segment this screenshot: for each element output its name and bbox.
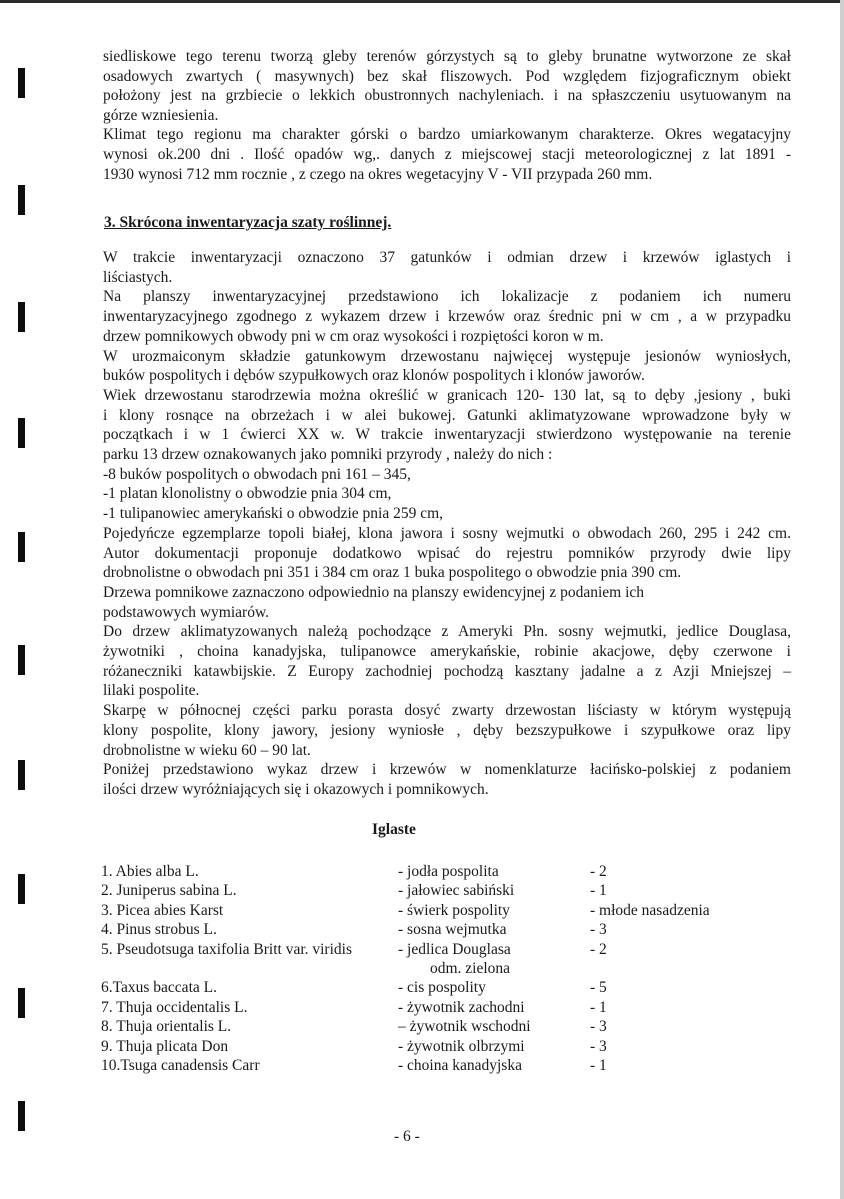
binding-mark xyxy=(18,1101,25,1131)
text-line: różaneczniki katawbijskie. Z Europy zachodniej pochodzą kasztany jadalne a z Azji Mniejszej – xyxy=(103,662,791,680)
text-line: -1 platan klonolistny o obwodzie pnia 304 cm, xyxy=(103,485,392,503)
species-row xyxy=(0,1056,844,1075)
species-row xyxy=(0,881,844,900)
page-number: - 6 - xyxy=(394,1128,420,1145)
binding-mark xyxy=(18,760,25,790)
text-line: i klony rosnące na obrzeżach i w alei bukowej. Gatunki aklimatyzowane wprowadzone były w xyxy=(103,406,791,424)
species-count: - 5 xyxy=(590,979,607,997)
species-count: - 3 xyxy=(590,1037,607,1055)
text-line: -8 buków pospolitych o obwodach pni 161 – 345, xyxy=(103,465,411,483)
species-polish-name: - choina kanadyjska xyxy=(398,1057,522,1074)
species-count: - 3 xyxy=(590,921,607,939)
species-row xyxy=(0,1017,844,1036)
binding-mark xyxy=(18,68,25,98)
text-line: Na planszy inwentaryzacyjnej przedstawiono ich lokalizacje z podaniem ich numeru xyxy=(103,288,791,306)
text-line: żywotniki , choina kanadyjska, tulipanowce amerykańskie, robinie akacjowe, dęby czerwone i xyxy=(103,643,791,660)
binding-mark xyxy=(18,185,25,215)
text-line: Do drzew aklimatyzowanych należą pochodzące z Ameryki Płn. sosny wejmutki, jedlice Douglasa, xyxy=(103,623,791,641)
species-latin-name: 2. Juniperus sabina L. xyxy=(101,882,237,900)
species-latin-name: 9. Thuja plicata Don xyxy=(101,1037,229,1055)
species-polish-name: - jałowiec sabiński xyxy=(398,882,515,900)
species-row xyxy=(0,862,844,881)
species-count: - 1 xyxy=(590,998,607,1016)
text-line: Autor dokumentacji proponuje dodatkowo wpisać do rejestru pomników przyrody dwie lipy xyxy=(103,544,791,562)
species-count: - 1 xyxy=(590,1057,607,1074)
species-count: - 3 xyxy=(590,1018,607,1036)
text-line: Skarpę w północnej części parku porasta dosyć zwarty drzewostan liściasty w którym występują xyxy=(103,702,791,720)
text-line: W trakcie inwentaryzacji oznaczono 37 gatunków i odmian drzew i krzewów iglastych i xyxy=(103,249,791,266)
species-latin-name: 8. Thuja orientalis L. xyxy=(101,1018,232,1036)
text-line: wynosi ok.200 dni . Ilość opadów wg,. danych z miejscowej stacji meteorologicznej z lat 1891 - xyxy=(103,146,791,163)
binding-mark xyxy=(18,532,25,562)
text-line: drobnolistne w wieku 60 – 90 lat. xyxy=(103,741,311,759)
species-polish-name: - jedlica Douglasa xyxy=(398,940,511,958)
species-count: - młode nasadzenia xyxy=(590,901,710,919)
species-polish-name: odm. zielona xyxy=(430,960,511,977)
text-line: Drzewa pomnikowe zaznaczono odpowiednio na planszy ewidencyjnej z podaniem ich xyxy=(103,583,645,601)
species-latin-name: 10.Tsuga canadensis Carr xyxy=(101,1057,260,1074)
text-line: -1 tulipanowiec amerykański o obwodzie pnia 259 cm, xyxy=(103,505,444,523)
scan-top-border xyxy=(0,0,844,3)
text-line: W urozmaiconym składzie gatunkowym drzewostanu najwięcej występuje jesionów wyniosłych, xyxy=(103,347,791,365)
species-polish-name: – żywotnik wschodni xyxy=(398,1018,531,1036)
text-line: parku 13 drzew oznakowanych jako pomniki przyrody , należy do nich : xyxy=(103,446,553,463)
binding-mark xyxy=(18,645,25,675)
text-line: 1930 wynosi 712 mm rocznie , z czego na okres wegetacyjny V - VII przypada 260 mm. xyxy=(103,165,653,183)
text-line: Pojedyńcze egzemplarze topoli białej, klona jawora i sosny wejmutki o obwodach 260, 295 i 242 cm. xyxy=(103,524,791,542)
species-polish-name: - sosna wejmutka xyxy=(398,921,507,939)
text-line: inwentaryzacyjnego zgodnego z wykazem drzew i krzewów oraz średnic pni w cm , a w przypadku xyxy=(103,308,791,326)
species-row xyxy=(0,998,844,1017)
species-polish-name: - żywotnik zachodni xyxy=(398,998,525,1016)
species-latin-name: 6.Taxus baccata L. xyxy=(101,979,217,997)
species-row xyxy=(0,940,844,959)
text-line: siedliskowe tego terenu tworzą gleby terenów górzystych są to gleby brunatne wytworzone ze skał xyxy=(103,48,791,65)
species-row xyxy=(0,920,844,939)
text-line: Wiek drzewostanu starodrzewia można określić w granicach 120- 130 lat, są to dęby ,jesiony , buki xyxy=(103,386,791,404)
species-latin-name: 1. Abies alba L. xyxy=(101,863,199,880)
text-line: Klimat tego regionu ma charakter górski o bardzo umiarkowanym charakterze. Okres wegatacyjny xyxy=(103,126,791,144)
species-count: - 1 xyxy=(590,882,607,900)
text-line: klony pospolite, klony jawory, jesiony wyniosłe , dęby bezszypułkowe i szypułkowe oraz lipy xyxy=(103,721,791,739)
species-row xyxy=(0,978,844,997)
text-line: osadowych zwartych ( masywnych) bez skał fliszowych. Pod względem fizjograficznym obiekt xyxy=(103,67,791,85)
species-row xyxy=(0,959,844,978)
text-line: drzew pomnikowych obwody pni w cm oraz wysokości i rozpiętości koron w m. xyxy=(103,327,604,345)
species-polish-name: - świerk pospolity xyxy=(398,901,510,919)
species-count: - 2 xyxy=(590,940,607,958)
text-line: ilości drzew wyróżniających się i okazowych i pomnikowych. xyxy=(103,780,489,798)
species-polish-name: - cis pospolity xyxy=(398,979,486,997)
text-line: Poniżej przedstawiono wykaz drzew i krzewów w nomenklaturze łacińsko-polskiej z podaniem xyxy=(103,761,791,779)
text-line: drobnolistne o obwodach pni 351 i 384 cm oraz 1 buka pospolitego o obwodzie pnia 390 cm. xyxy=(103,564,682,582)
text-line: początkach i w 1 ćwierci XX w. W trakcie inwentaryzacji stwierdzono występowanie na terenie xyxy=(103,426,791,444)
species-latin-name: 7. Thuja occidentalis L. xyxy=(101,998,248,1016)
text-line: położony jest na grzbiecie o lekkich obustronnych nachyleniach. i na spłaszczeniu usytuowanym na xyxy=(103,87,791,105)
species-row xyxy=(0,1037,844,1056)
species-subheading: Iglaste xyxy=(372,821,416,838)
species-count: - 2 xyxy=(590,863,607,880)
binding-mark xyxy=(18,418,25,448)
species-latin-name: 3. Picea abies Karst xyxy=(101,901,224,919)
text-line: buków pospolitych i dębów szypułkowych oraz klonów pospolitych i klonów jaworów. xyxy=(103,367,645,385)
binding-mark xyxy=(18,302,25,332)
text-line: górze wzniesienia. xyxy=(103,106,219,124)
text-line: liściastych. xyxy=(103,268,173,286)
text-line: podstawowych wymiarów. xyxy=(103,603,270,621)
text-line: lilaki pospolite. xyxy=(103,682,200,700)
species-latin-name: 4. Pinus strobus L. xyxy=(101,921,217,939)
section-heading: 3. Skrócona inwentaryzacja szaty roślinnej. xyxy=(104,214,392,231)
species-latin-name: 5. Pseudotsuga taxifolia Britt var. viridis xyxy=(101,940,352,958)
species-polish-name: - żywotnik olbrzymi xyxy=(398,1037,525,1055)
species-polish-name: - jodła pospolita xyxy=(398,863,499,880)
species-row xyxy=(0,901,844,920)
